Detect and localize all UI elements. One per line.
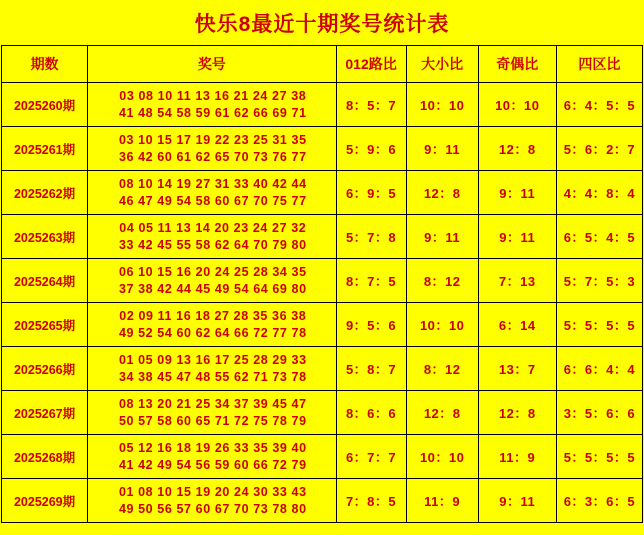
row-numbers	[88, 171, 336, 215]
row-numbers	[88, 391, 336, 435]
table-row	[2, 479, 643, 523]
numbers-line-1: 08 10 14 19 27 31 33 40 42 44	[118, 176, 307, 191]
row-012-ratio: 6：9：5	[336, 171, 406, 215]
row-oddeven-ratio: 6：14	[478, 303, 556, 347]
row-period: 2025266期	[2, 347, 88, 391]
table-row	[2, 171, 643, 215]
column-header-fourzone-ratio: 四区比	[556, 46, 642, 83]
row-bigsmall-ratio: 9：11	[406, 215, 478, 259]
row-012-ratio: 8：5：7	[336, 83, 406, 127]
numbers-line-2: 49 50 56 57 60 67 70 73 78 80	[118, 501, 307, 516]
row-bigsmall-ratio: 12：8	[406, 391, 478, 435]
row-bigsmall-ratio: 8：12	[406, 259, 478, 303]
numbers-line-2: 36 42 60 61 62 65 70 73 76 77	[118, 149, 307, 164]
row-bigsmall-ratio: 10：10	[406, 303, 478, 347]
row-fourzone-ratio: 5：5：5：5	[556, 303, 642, 347]
row-oddeven-ratio: 11：9	[478, 435, 556, 479]
column-header-012-ratio: 012路比	[336, 46, 406, 83]
table-row	[2, 215, 643, 259]
row-period: 2025263期	[2, 215, 88, 259]
row-numbers	[88, 479, 336, 523]
row-012-ratio: 6：7：7	[336, 435, 406, 479]
numbers-line-1: 01 08 10 15 19 20 24 30 33 43	[118, 484, 307, 499]
row-oddeven-ratio: 9：11	[478, 215, 556, 259]
row-numbers	[88, 215, 336, 259]
row-numbers	[88, 347, 336, 391]
numbers-line-1: 04 05 11 13 14 20 23 24 27 32	[119, 220, 307, 235]
row-oddeven-ratio: 10：10	[478, 83, 556, 127]
row-012-ratio: 7：8：5	[336, 479, 406, 523]
column-header-oddeven-ratio: 奇偶比	[478, 46, 556, 83]
numbers-line-2: 49 52 54 60 62 64 66 72 77 78	[118, 325, 307, 340]
numbers-line-1: 03 10 15 17 19 22 23 25 31 35	[118, 132, 307, 147]
numbers-line-2: 46 47 49 54 58 60 67 70 75 77	[118, 193, 307, 208]
numbers-line-2: 33 42 45 55 58 62 64 70 79 80	[118, 237, 307, 252]
numbers-line-1: 06 10 15 16 20 24 25 28 34 35	[118, 264, 307, 279]
row-period: 2025268期	[2, 435, 88, 479]
column-header-period: 期数	[2, 46, 88, 83]
row-oddeven-ratio: 9：11	[478, 479, 556, 523]
column-header-bigsmall-ratio: 大小比	[406, 46, 478, 83]
numbers-line-2: 34 38 45 47 48 55 62 71 73 78	[118, 369, 307, 384]
row-period: 2025264期	[2, 259, 88, 303]
row-bigsmall-ratio: 9：11	[406, 127, 478, 171]
row-numbers	[88, 259, 336, 303]
row-oddeven-ratio: 7：13	[478, 259, 556, 303]
row-numbers	[88, 83, 336, 127]
numbers-line-2: 37 38 42 44 45 49 54 64 69 80	[118, 281, 307, 296]
row-fourzone-ratio: 6：6：4：4	[556, 347, 642, 391]
row-fourzone-ratio: 3：5：6：6	[556, 391, 642, 435]
row-fourzone-ratio: 5：5：5：5	[556, 435, 642, 479]
numbers-line-1: 08 13 20 21 25 34 37 39 45 47	[118, 396, 307, 411]
table-row	[2, 435, 643, 479]
numbers-line-1: 01 05 09 13 16 17 25 28 29 33	[118, 352, 307, 367]
table-row	[2, 391, 643, 435]
row-period: 2025262期	[2, 171, 88, 215]
table-header-row	[2, 46, 643, 83]
row-012-ratio: 5：8：7	[336, 347, 406, 391]
row-oddeven-ratio: 12：8	[478, 127, 556, 171]
row-012-ratio: 8：6：6	[336, 391, 406, 435]
row-fourzone-ratio: 6：3：6：5	[556, 479, 642, 523]
row-bigsmall-ratio: 8：12	[406, 347, 478, 391]
column-header-numbers: 奖号	[88, 46, 336, 83]
row-oddeven-ratio: 12：8	[478, 391, 556, 435]
row-numbers	[88, 303, 336, 347]
numbers-line-1: 05 12 16 18 19 26 33 35 39 40	[118, 440, 307, 455]
row-bigsmall-ratio: 12：8	[406, 171, 478, 215]
row-012-ratio: 5：9：6	[336, 127, 406, 171]
row-period: 2025260期	[2, 83, 88, 127]
row-fourzone-ratio: 6：4：5：5	[556, 83, 642, 127]
table-row	[2, 259, 643, 303]
table-row	[2, 127, 643, 171]
page-title: 快乐8最近十期奖号统计表	[194, 13, 450, 36]
row-bigsmall-ratio: 11：9	[406, 479, 478, 523]
table-row	[2, 347, 643, 391]
row-period: 2025267期	[2, 391, 88, 435]
numbers-line-2: 50 57 58 60 65 71 72 75 78 79	[118, 413, 307, 428]
numbers-line-1: 03 08 10 11 13 16 21 24 27 38	[119, 88, 307, 103]
row-fourzone-ratio: 6：5：4：5	[556, 215, 642, 259]
row-bigsmall-ratio: 10：10	[406, 435, 478, 479]
row-fourzone-ratio: 4：4：8：4	[556, 171, 642, 215]
row-period: 2025269期	[2, 479, 88, 523]
row-012-ratio: 5：7：8	[336, 215, 406, 259]
row-numbers	[88, 435, 336, 479]
numbers-line-1: 02 09 11 16 18 27 28 35 36 38	[119, 308, 307, 323]
numbers-line-2: 41 48 54 58 59 61 62 66 69 71	[118, 105, 307, 120]
row-fourzone-ratio: 5：6：2：7	[556, 127, 642, 171]
numbers-line-2: 41 42 49 54 56 59 60 66 72 79	[118, 457, 307, 472]
row-oddeven-ratio: 9：11	[478, 171, 556, 215]
stats-table	[1, 45, 643, 523]
row-period: 2025261期	[2, 127, 88, 171]
row-fourzone-ratio: 5：7：5：3	[556, 259, 642, 303]
row-012-ratio: 9：5：6	[336, 303, 406, 347]
row-oddeven-ratio: 13：7	[478, 347, 556, 391]
row-012-ratio: 8：7：5	[336, 259, 406, 303]
row-bigsmall-ratio: 10：10	[406, 83, 478, 127]
table-row	[2, 303, 643, 347]
row-period: 2025265期	[2, 303, 88, 347]
row-numbers	[88, 127, 336, 171]
table-row	[2, 83, 643, 127]
